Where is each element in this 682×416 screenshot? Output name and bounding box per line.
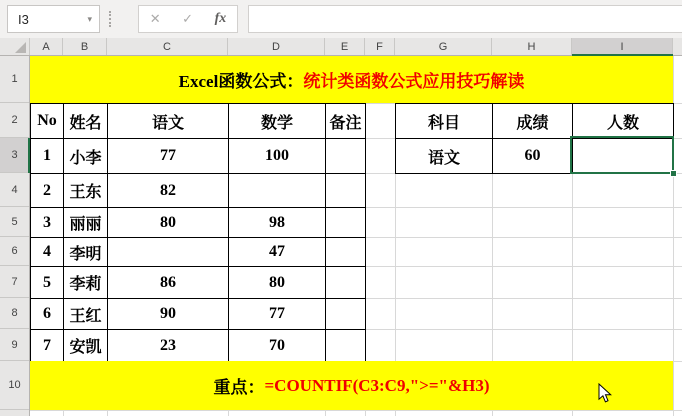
cell-a9[interactable]: 7: [31, 330, 64, 362]
row-header-3[interactable]: 3: [0, 138, 29, 173]
cell-e9[interactable]: [326, 330, 366, 362]
header-cell-subject[interactable]: 科目: [396, 104, 493, 139]
cell-b8[interactable]: 王红: [64, 299, 108, 330]
row-header-8[interactable]: 8: [0, 298, 29, 329]
cell-d3[interactable]: 100: [229, 139, 326, 174]
footer-black-text: 重点：: [213, 378, 265, 397]
row-header-4[interactable]: 4: [0, 173, 29, 207]
cell-b5[interactable]: 丽丽: [64, 208, 108, 238]
cell-a6[interactable]: 4: [31, 238, 64, 267]
cell-b3[interactable]: 小李: [64, 139, 108, 174]
cell-c7[interactable]: 86: [108, 267, 229, 299]
mouse-cursor-icon: [598, 383, 613, 409]
row-header-1[interactable]: 1: [0, 56, 29, 103]
cell-a4[interactable]: 2: [31, 174, 64, 208]
cell-d4[interactable]: [229, 174, 326, 208]
header-cell-name[interactable]: 姓名: [64, 104, 108, 139]
formula-toolbar: [0, 0, 682, 38]
column-header-a[interactable]: A: [30, 38, 63, 55]
cell-c5[interactable]: 80: [108, 208, 229, 238]
column-header-b[interactable]: B: [63, 38, 107, 55]
cell-d8[interactable]: 77: [229, 299, 326, 330]
footer-red-text: =COUNTIF(C3:C9,">="&H3): [264, 375, 490, 395]
column-header-e[interactable]: E: [325, 38, 365, 55]
cell-e5[interactable]: [326, 208, 366, 238]
cell-g3[interactable]: 语文: [396, 139, 493, 174]
column-header-i[interactable]: I: [572, 38, 673, 55]
cell-c9[interactable]: 23: [108, 330, 229, 362]
column-header-h[interactable]: H: [492, 38, 572, 55]
cell-d9[interactable]: 70: [229, 330, 326, 362]
cell-c6[interactable]: [108, 238, 229, 267]
cell-a3[interactable]: 1: [31, 139, 64, 174]
name-box-value: I3: [18, 11, 29, 27]
cell-d7[interactable]: 80: [229, 267, 326, 299]
cell-a7[interactable]: 5: [31, 267, 64, 299]
formula-buttons: [138, 5, 238, 33]
select-all-corner[interactable]: [0, 38, 30, 55]
cell-b4[interactable]: 王东: [64, 174, 108, 208]
column-header-f[interactable]: F: [365, 38, 395, 55]
cell-e3[interactable]: [326, 139, 366, 174]
insert-function-icon[interactable]: fx: [214, 11, 227, 26]
footer-banner-cell[interactable]: [30, 361, 673, 410]
cell-e8[interactable]: [326, 299, 366, 330]
cell-c8[interactable]: 90: [108, 299, 229, 330]
header-cell-chinese[interactable]: 语文: [108, 104, 229, 139]
cell-b9[interactable]: 安凯: [64, 330, 108, 362]
row-header-7[interactable]: 7: [0, 266, 29, 298]
cell-e6[interactable]: [326, 238, 366, 267]
column-header-c[interactable]: C: [107, 38, 228, 55]
header-cell-no[interactable]: No: [31, 104, 64, 139]
enter-icon[interactable]: ✓: [182, 11, 194, 26]
cell-c4[interactable]: 82: [108, 174, 229, 208]
header-cell-math[interactable]: 数学: [229, 104, 326, 139]
cell-c3[interactable]: 77: [108, 139, 229, 174]
header-cell-score[interactable]: 成绩: [493, 104, 573, 139]
cell-d5[interactable]: 98: [229, 208, 326, 238]
cell-e7[interactable]: [326, 267, 366, 299]
fill-handle[interactable]: [670, 170, 677, 177]
active-cell-selection: [570, 136, 674, 174]
column-header-g[interactable]: G: [395, 38, 492, 55]
cell-a8[interactable]: 6: [31, 299, 64, 330]
cell-b6[interactable]: 李明: [64, 238, 108, 267]
chevron-down-icon[interactable]: ▾: [87, 13, 92, 24]
column-header-d[interactable]: D: [228, 38, 325, 55]
formula-bar-input[interactable]: [248, 5, 682, 33]
title-black-text: Excel函数公式：: [178, 72, 304, 91]
row-header-6[interactable]: 6: [0, 237, 29, 266]
header-cell-count[interactable]: 人数: [573, 104, 674, 139]
name-box[interactable]: [7, 5, 100, 33]
title-red-text: 统计类函数公式应用技巧解读: [303, 72, 525, 91]
toolbar-divider: [109, 11, 111, 27]
cancel-icon[interactable]: ✕: [149, 11, 161, 26]
row-header-2[interactable]: 2: [0, 103, 29, 138]
row-header-10[interactable]: 10: [0, 361, 29, 410]
cell-a5[interactable]: 3: [31, 208, 64, 238]
cell-e4[interactable]: [326, 174, 366, 208]
row-header-9[interactable]: 9: [0, 329, 29, 361]
gridline: [30, 410, 682, 411]
corner-triangle-icon: [15, 42, 26, 53]
cell-b7[interactable]: 李莉: [64, 267, 108, 299]
score-table: [30, 103, 366, 362]
row-header-5[interactable]: 5: [0, 207, 29, 237]
header-cell-remark[interactable]: 备注: [326, 104, 366, 139]
cell-h3[interactable]: 60: [493, 139, 573, 174]
title-banner-cell[interactable]: [30, 56, 673, 103]
cell-d6[interactable]: 47: [229, 238, 326, 267]
